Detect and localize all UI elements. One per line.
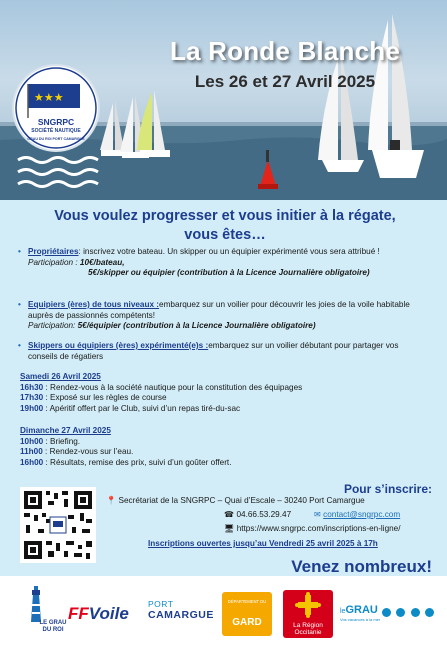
headline xyxy=(30,207,420,245)
bullet-text: embarquez sur un voilier pour découvrir les joies de la voile habitable auprès de passionnés compétents! xyxy=(28,300,410,320)
inscription-title: Pour s’inscrire: xyxy=(343,482,432,496)
bullet-dot-icon: • xyxy=(18,300,21,309)
address-line xyxy=(106,496,365,506)
schedule-row xyxy=(20,447,430,458)
bullet-equipiers xyxy=(18,300,428,332)
bullet-label: Equipiers (ères) de tous niveaux : xyxy=(28,300,160,309)
grau-tourism-logo xyxy=(340,604,378,616)
schedule-saturday xyxy=(20,372,430,414)
participation-label: Participation: xyxy=(28,321,76,330)
hero-photo xyxy=(0,0,447,200)
participation-value: 10€/bateau, xyxy=(79,257,125,267)
grau-prefix: le xyxy=(340,608,346,615)
schedule-row xyxy=(20,458,430,469)
facebook-icon[interactable] xyxy=(382,608,391,617)
address-text: Secrétariat de la SNGRPC – Quai d’Escale – 30240 Port Camargue xyxy=(118,496,365,505)
schedule-text: : Exposé sur les règles de course xyxy=(45,393,167,402)
ffvoile-ff: FF xyxy=(68,604,89,623)
bullet-skippers xyxy=(18,341,428,362)
email-line xyxy=(314,510,400,520)
schedule-row xyxy=(20,393,430,404)
ffvoile-logo xyxy=(68,604,129,624)
website-link[interactable]: https://www.sngrpc.com/inscriptions-en-ligne/ xyxy=(236,524,401,533)
occitan-cross-icon xyxy=(283,590,333,620)
schedule-time: 17h30 xyxy=(20,393,44,402)
qr-code-icon xyxy=(20,487,96,563)
schedule-text: : Rendez-vous sur l’eau. xyxy=(45,447,134,456)
bullet-text: : inscrivez votre bateau. Un skipper ou un équipier expérimenté vous sera attribué ! xyxy=(78,247,380,256)
bullet-label: Skippers ou équipiers (ères) expérimenté(e)s : xyxy=(28,341,209,350)
bullet-dot-icon: • xyxy=(18,341,21,350)
grau-du-roi-logo: LE GRAU DU ROI xyxy=(39,620,67,633)
schedule-time: 11h00 xyxy=(20,447,43,456)
bullet-label: Propriétaires xyxy=(28,247,79,256)
schedule-text: : Briefing. xyxy=(45,436,81,446)
schedule-text: : Résultats, remise des prix, suivi d’un goûter offert. xyxy=(45,457,232,467)
svg-text:★★★: ★★★ xyxy=(34,91,64,104)
headline-line-1: Vous voulez progresser et vous initier à la régate, xyxy=(54,208,396,224)
schedule-row xyxy=(20,404,430,415)
event-dates: Les 26 et 27 Avril 2025 xyxy=(194,72,376,91)
headline-line-2: vous êtes… xyxy=(184,227,266,243)
event-title: La Ronde Blanche xyxy=(169,36,400,66)
qr-code[interactable] xyxy=(20,487,96,563)
participation-extra: 5€/skipper ou équipier (contribution à la Licence Journalière obligatoire) xyxy=(88,268,370,277)
envelope-icon: ✉ xyxy=(314,510,321,519)
logo-name: SNGRPC xyxy=(37,117,75,127)
schedule-time: 19h00 xyxy=(20,403,44,413)
port-camargue-logo xyxy=(148,599,214,621)
schedule-sunday xyxy=(20,426,430,468)
schedule-time: 16h30 xyxy=(20,382,44,392)
grau-word: GRAU xyxy=(345,604,378,616)
day-heading: Samedi 26 Avril 2025 xyxy=(20,372,101,381)
instagram-icon[interactable] xyxy=(396,608,405,617)
occitanie-label: La Région Occitanie xyxy=(293,622,323,636)
website-line xyxy=(224,524,401,534)
gard-label: GARD xyxy=(232,617,262,628)
schedule-time: 10h00 xyxy=(20,436,44,446)
email-link[interactable]: contact@sngrpc.com xyxy=(323,510,401,519)
schedule-row xyxy=(20,437,430,448)
computer-icon: 🖥 xyxy=(224,524,235,533)
deadline-text: Inscriptions ouvertes jusqu’au Vendredi 25 avril 2025 à 17h xyxy=(148,539,378,548)
phone-line xyxy=(224,510,291,520)
bullet-text: embarquez sur un voilier débutant pour partager vos conseils de régatiers xyxy=(28,341,399,361)
day-heading: Dimanche 27 Avril 2025 xyxy=(20,426,111,435)
youtube-icon[interactable] xyxy=(411,608,420,617)
location-pin-icon: 📍 xyxy=(106,496,117,505)
logo-subtitle: SOCIÉTÉ NAUTIQUE xyxy=(31,128,81,134)
schedule-row xyxy=(20,383,430,394)
phone-text: 04.66.53.29.47 xyxy=(236,510,292,519)
bullet-dot-icon: • xyxy=(18,247,21,256)
ffvoile-voile: Voile xyxy=(88,604,129,623)
social-icons xyxy=(382,604,434,622)
schedule-text: : Apéritif offert par le Club, suivi d’un repas tiré-du-sac xyxy=(45,403,241,413)
port-camargue-line2: CAMARGUE xyxy=(148,609,214,621)
grau-tagline: Vos vacances à la mer xyxy=(340,617,381,622)
phone-icon: ☎ xyxy=(224,510,235,519)
schedule-text: : Rendez-vous à la société nautique pour la constitution des équipages xyxy=(45,382,303,392)
gard-subtitle: DÉPARTEMENT DU xyxy=(227,599,267,604)
sailboat-icon xyxy=(318,52,364,172)
port-camargue-line1: PORT xyxy=(148,599,174,609)
participation-label: Participation : xyxy=(28,257,78,267)
participation-value: 5€/équipier (contribution à la Licence Journalière obligatoire) xyxy=(77,321,316,330)
logo-tagline: GRAU DU ROI PORT CAMARGUE xyxy=(27,137,85,141)
call-to-action: Venez nombreux! xyxy=(291,557,432,576)
bullet-proprietaires xyxy=(18,247,428,279)
schedule-time: 16h00 xyxy=(20,457,44,467)
web-icon[interactable] xyxy=(425,608,434,617)
